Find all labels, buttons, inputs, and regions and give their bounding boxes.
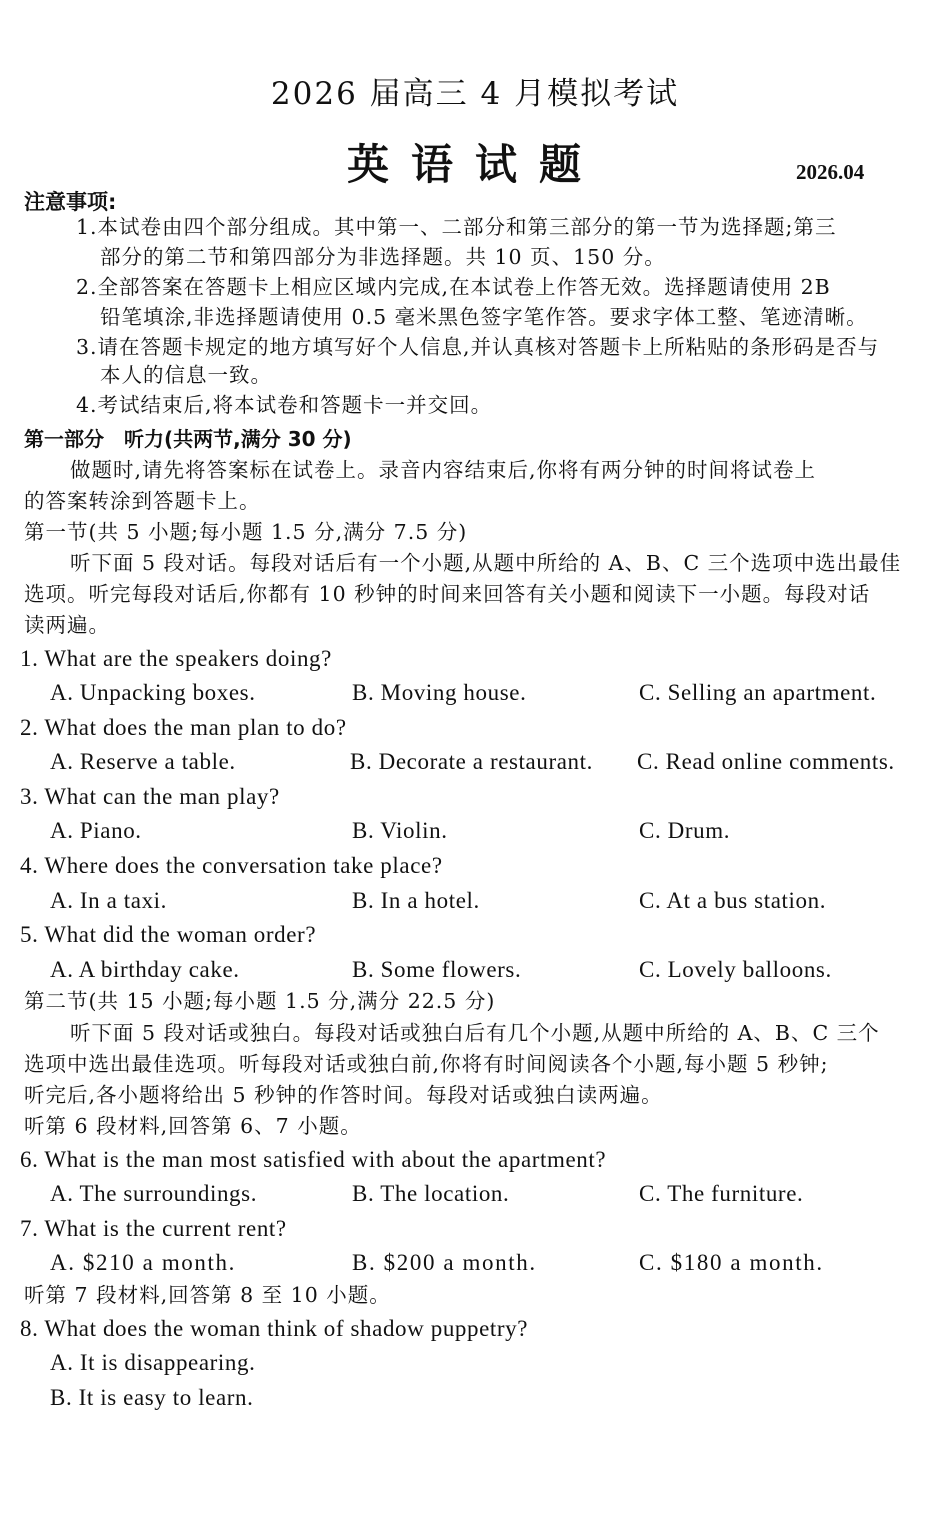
section1-intro-line: 读两遍。 — [24, 613, 110, 637]
option-5b: B. Some flowers. — [352, 957, 522, 982]
option-1c: C. Selling an apartment. — [639, 680, 877, 705]
option-6b: B. The location. — [352, 1181, 510, 1206]
option-6c: C. The furniture. — [639, 1181, 804, 1206]
option-5c: C. Lovely balloons. — [639, 957, 832, 982]
option-7b: B. $200 a month. — [352, 1250, 537, 1275]
question-3: 3. What can the man play? — [20, 784, 280, 809]
question-2: 2. What does the man plan to do? — [20, 715, 347, 740]
part1-intro-line: 的答案转涂到答题卡上。 — [24, 489, 261, 513]
section2-intro-line: 选项中选出最佳选项。听每段对话或独白前,你将有时间阅读各个小题,每小题 5 秒钟; — [24, 1052, 829, 1076]
section1-heading: 第一节(共 5 小题;每小题 1.5 分,满分 7.5 分) — [24, 520, 468, 544]
material-6-label: 听第 6 段材料,回答第 6、7 小题。 — [24, 1114, 362, 1138]
notice-line: 2.全部答案在答题卡上相应区域内完成,在本试卷上作答无效。选择题请使用 2B — [76, 275, 831, 299]
question-6: 6. What is the man most satisfied with about the apartment? — [20, 1147, 607, 1172]
question-7: 7. What is the current rent? — [20, 1216, 287, 1241]
section2-intro-line: 听下面 5 段对话或独白。每段对话或独白后有几个小题,从题中所给的 A、B、C 三个 — [70, 1021, 880, 1045]
option-4a: A. In a taxi. — [50, 888, 168, 913]
exam-date: 2026.04 — [796, 160, 865, 184]
section1-intro-line: 听下面 5 段对话。每段对话后有一个小题,从题中所给的 A、B、C 三个选项中选出最佳 — [70, 551, 902, 575]
option-7c: C. $180 a month. — [639, 1250, 824, 1275]
option-7a: A. $210 a month. — [50, 1250, 236, 1275]
option-3a: A. Piano. — [50, 818, 142, 843]
option-4c: C. At a bus station. — [639, 888, 827, 913]
notice-line: 部分的第二节和第四部分为非选择题。共 10 页、150 分。 — [100, 245, 666, 269]
question-5: 5. What did the woman order? — [20, 922, 317, 947]
material-7-label: 听第 7 段材料,回答第 8 至 10 小题。 — [24, 1283, 391, 1307]
question-8: 8. What does the woman think of shadow puppetry? — [20, 1316, 529, 1341]
section2-intro-line: 听完后,各小题将给出 5 秒钟的作答时间。每段对话或独白读两遍。 — [24, 1083, 663, 1107]
option-2c: C. Read online comments. — [637, 749, 895, 774]
question-4: 4. Where does the conversation take place? — [20, 853, 443, 878]
option-8b: B. It is easy to learn. — [50, 1385, 254, 1410]
part1-heading: 第一部分 听力(共两节,满分 30 分) — [24, 427, 352, 451]
option-3b: B. Violin. — [352, 818, 448, 843]
notice-line: 铅笔填涂,非选择题请使用 0.5 毫米黑色签字笔作答。要求字体工整、笔迹清晰。 — [100, 305, 868, 329]
notice-heading: 注意事项: — [24, 190, 117, 214]
section1-intro-line: 选项。听完每段对话后,你都有 10 秒钟的时间来回答有关小题和阅读下一小题。每段对话 — [24, 582, 871, 606]
notice-line: 4.考试结束后,将本试卷和答题卡一并交回。 — [76, 393, 493, 417]
option-5a: A. A birthday cake. — [50, 957, 240, 982]
notice-line: 3.请在答题卡规定的地方填写好个人信息,并认真核对答题卡上所粘贴的条形码是否与 — [76, 335, 880, 359]
option-1b: B. Moving house. — [352, 680, 527, 705]
option-8a: A. It is disappearing. — [50, 1350, 256, 1375]
option-3c: C. Drum. — [639, 818, 731, 843]
option-1a: A. Unpacking boxes. — [50, 680, 256, 705]
option-2a: A. Reserve a table. — [50, 749, 236, 774]
question-1: 1. What are the speakers doing? — [20, 646, 332, 671]
option-6a: A. The surroundings. — [50, 1181, 258, 1206]
option-4b: B. In a hotel. — [352, 888, 480, 913]
notice-line: 本人的信息一致。 — [100, 363, 272, 387]
notice-line: 1.本试卷由四个部分组成。其中第一、二部分和第三部分的第一节为选择题;第三 — [76, 215, 837, 239]
section2-heading: 第二节(共 15 小题;每小题 1.5 分,满分 22.5 分) — [24, 989, 496, 1013]
part1-intro-line: 做题时,请先将答案标在试卷上。录音内容结束后,你将有两分钟的时间将试卷上 — [70, 458, 817, 482]
subject-title: 英语试题 — [346, 140, 603, 189]
option-2b: B. Decorate a restaurant. — [350, 749, 593, 774]
exam-title: 2026 届高三 4 月模拟考试 — [270, 76, 680, 112]
